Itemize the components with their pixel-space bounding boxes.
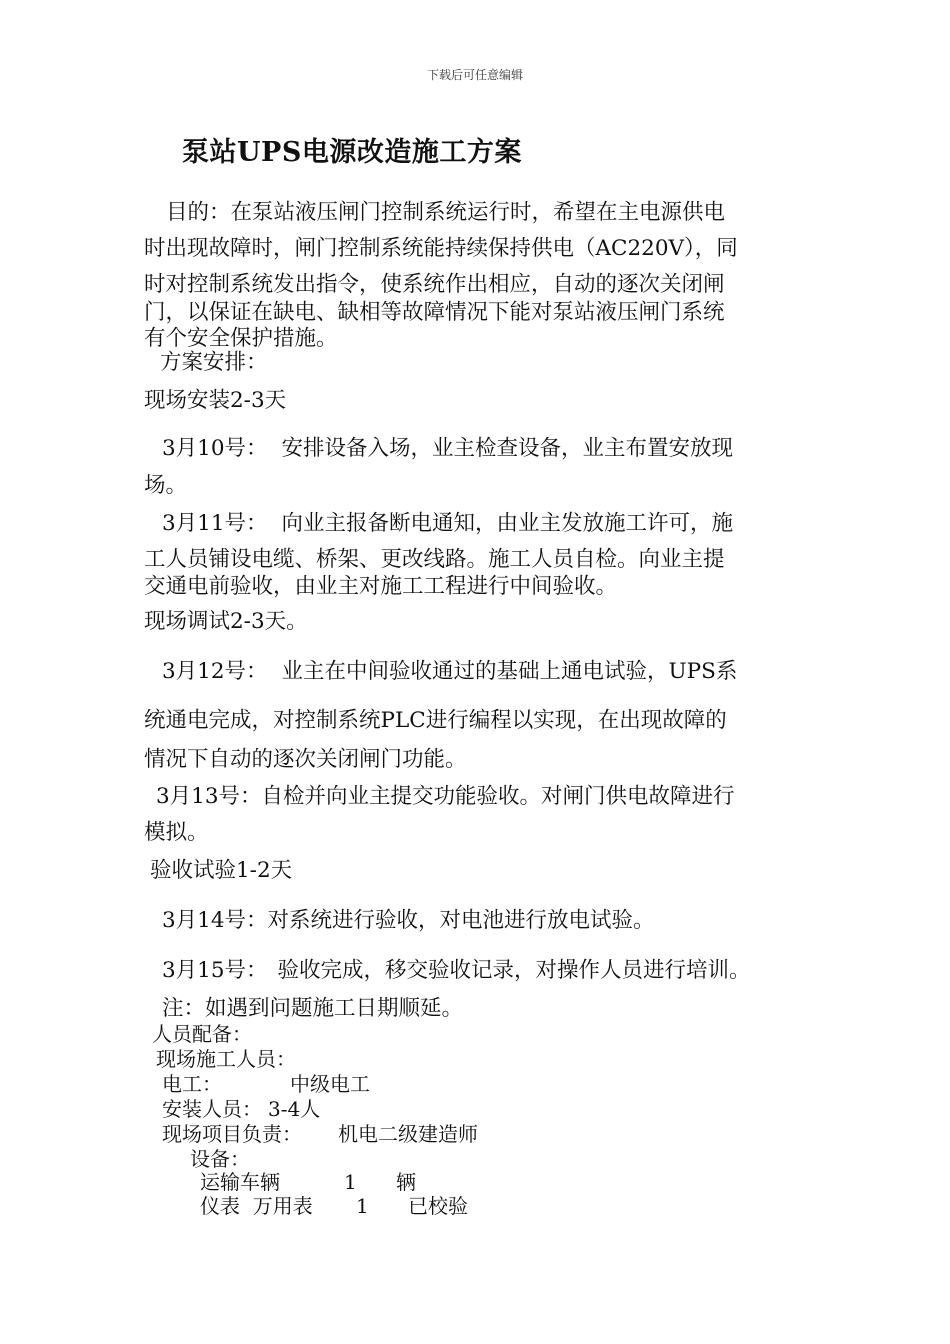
install-phase: 现场安装2-3天: [144, 388, 287, 413]
mar11-line-3: 交通电前验收，由业主对施工工程进行中间验收。: [144, 574, 618, 599]
equipment-row-2-qty: 1: [356, 1194, 369, 1218]
delay-note: 注：如遇到问题施工日期顺延。: [162, 996, 464, 1021]
mar11-date: 3月11号：: [162, 511, 268, 536]
purpose-line-5: 有个安全保护措施。: [144, 326, 338, 351]
header-note: 下载后可任意编辑: [426, 68, 523, 82]
mar15-text: 验收完成，移交验收记录，对操作人员进行培训。: [277, 958, 751, 983]
equipment-row-1-name: 运输车辆: [200, 1170, 280, 1194]
mar10-text: 安排设备入场，业主检查设备，业主布置安放现: [281, 436, 734, 461]
purpose-line-4: 门，以保证在缺电、缺相等故障情况下能对泵站液压闸门系统: [144, 300, 725, 325]
installer-row: [162, 1099, 320, 1119]
mar11-text: 向业主报备断电通知，由业主发放施工许可，施: [281, 511, 734, 536]
mar14-line: 3月14号：对系统进行验收，对电池进行放电试验。: [162, 908, 655, 933]
plan-heading: 方案安排：: [160, 350, 268, 375]
mar12-text: 业主在中间验收通过的基础上通电试验，UPS系: [281, 659, 738, 684]
purpose-line-2: 时出现故障时，闸门控制系统能持续保持供电（AC220V），同: [144, 236, 738, 261]
debug-phase: 现场调试2-3天。: [144, 609, 308, 634]
accept-phase: 验收试验1-2天: [150, 858, 293, 883]
mar12-line-3: 情况下自动的逐次关闭闸门功能。: [144, 747, 467, 772]
mar12-line-2: 统通电完成，对控制系统PLC进行编程以实现，在出现故障的: [144, 708, 727, 733]
mar10-line-1: [162, 438, 733, 460]
electrician-value: 中级电工: [290, 1072, 370, 1096]
mar13-line-2: 模拟。: [144, 820, 209, 845]
installer-label: 安装人员：: [162, 1097, 262, 1121]
electrician-label: 电工：: [162, 1072, 222, 1096]
mar15-date: 3月15号：: [162, 958, 268, 983]
equipment-row-1-qty: 1: [344, 1170, 357, 1194]
equipment-row-1-unit: 辆: [396, 1170, 416, 1194]
equipment-row-2-unit: 已校验: [408, 1194, 468, 1218]
mar11-line-2: 工人员铺设电缆、桥架、更改线路。施工人员自检。向业主提: [144, 547, 725, 572]
document-title: 泵站UPS电源改造施工方案: [182, 137, 522, 168]
mar11-line-1: [162, 513, 733, 535]
purpose-line-1: 目的：在泵站液压闸门控制系统运行时，希望在主电源供电: [166, 200, 726, 225]
installer-value: 3-4人: [268, 1097, 321, 1121]
mar15-line: [162, 960, 751, 982]
mar13-line-1: 3月13号：自检并向业主提交功能验收。对闸门供电故障进行: [156, 784, 735, 809]
mar10-line-2: 场。: [144, 473, 188, 498]
mar12-line-1: [162, 661, 737, 683]
equipment-row-2-name: 仪表 万用表: [200, 1194, 313, 1218]
mar10-date: 3月10号：: [162, 436, 268, 461]
manager-label: 现场项目负责：: [162, 1122, 302, 1146]
equipment-heading: 设备：: [190, 1147, 250, 1171]
purpose-line-3: 时对控制系统发出指令，使系统作出相应，自动的逐次关闭闸: [144, 272, 725, 297]
staff-heading: 人员配备：: [152, 1022, 252, 1046]
mar12-date: 3月12号：: [162, 659, 268, 684]
onsite-staff-heading: 现场施工人员：: [156, 1047, 296, 1071]
manager-value: 机电二级建造师: [338, 1122, 478, 1146]
